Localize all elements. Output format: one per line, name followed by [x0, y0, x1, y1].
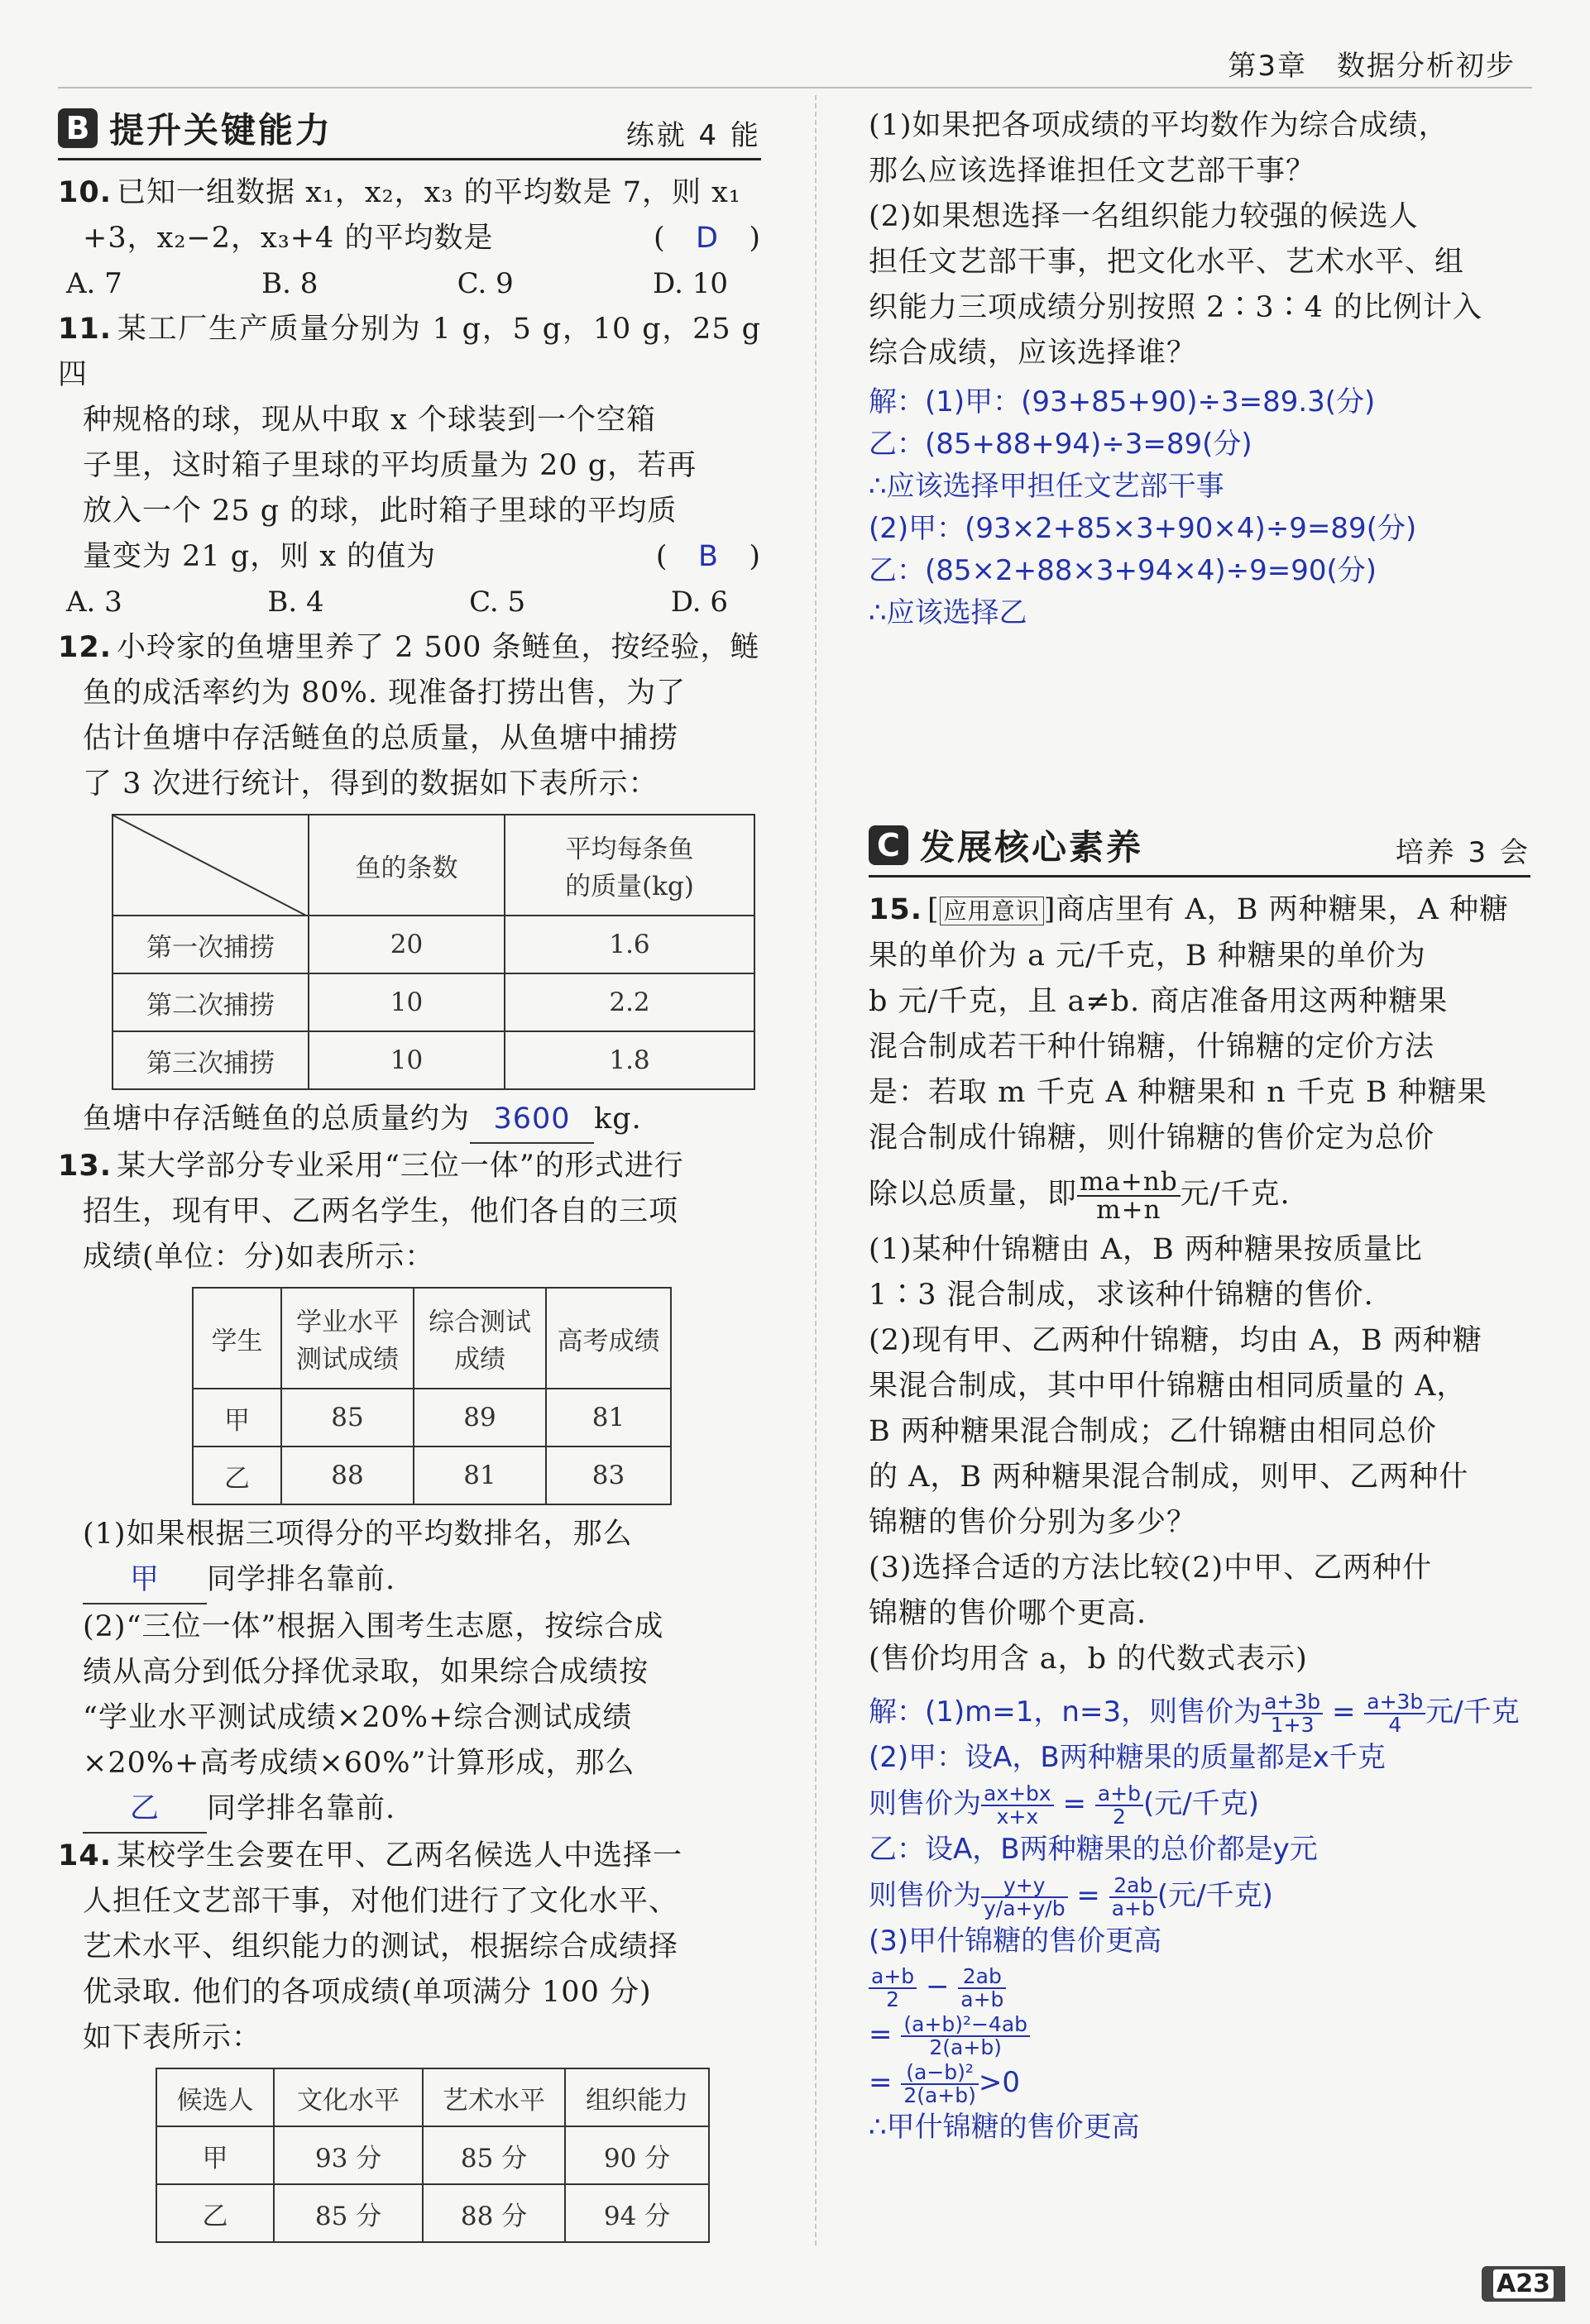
- q12-row1-avg: 1.6: [505, 916, 754, 973]
- table-row: [156, 2184, 709, 2242]
- q13-row2-name: 乙: [193, 1447, 281, 1504]
- q15-frac-num: ma+nb: [1077, 1169, 1181, 1197]
- q15-s5-frac1: [981, 1872, 1068, 1920]
- section-b-badge: B: [58, 108, 98, 148]
- section-b-heading: [58, 103, 761, 160]
- q14-line1: 某校学生会要在甲、乙两名候选人中选择一: [117, 1839, 683, 1872]
- q14-number: 14.: [58, 1839, 113, 1872]
- q14-row2-a: 85 分: [274, 2184, 423, 2242]
- q15-s9-post: >0: [978, 2066, 1020, 2099]
- right-column: [869, 103, 1530, 2149]
- question-15: 15. [ 应用意识 ]商店里有 A，B 两种糖果，A 种糖 果的单价为 a 元/千克，B 种糖果的单价为 b 元/千克，且 a≠b. 商店准备用这两种糖果 混合制成若干种什锦糖，什锦糖的定价方法 是：若取 m 千克 A 种糖果和 n 千克 B 种糖果 混合制成什锦糖，则什锦糖的售价定为总价 除以总质量，即 $\frac{ma+nb}{m+n}$ 元/千克. (1)某种什锦糖由 A，B 两种糖果按质量比 1∶3 混合制成，求该种什锦糖的售价. (2)现有甲、乙两种什锦糖，均由 A，B 两种糖 果混合制成，其中甲什锦糖由相同质量的 A， B 两种糖果混合制成；乙什锦糖由相同总价 的 A，B 两种糖果混合制成，则甲、乙两种什 锦糖的售价分别为多少？ (3)选择合适的方法比较(2)中甲、乙两种什 锦糖的售价哪个更高. (售价均用含 a，b 的代数式表示) 解：(1)m=1，n=3，则售价为 $\frac{a+3b}{1+3}$ = $\frac{a+3b}{4}$ 元/千克 (2)甲：设A，B两种糖果的质量都是x千克 则售价为 $\frac{ax+bx}{x+x}$ = $\frac{a+b}{2}$ (元/千克) 乙：设A，B两种糖果的总价都是y元 则售价为 $\frac{y+y}{y/a+y/b}$ = $\frac{2ab}{a+b}$ (元/千克) (3)甲什锦糖的售价更高 $\frac{a+b}{2}$ − $\frac{2ab}{a+b}$ = $\frac{\text{(a+b)²−4ab}}{2(a+b)}$ = $\frac{\text{(a−b)²}}{2(a+b)}$ >0 ∴甲什锦糖的售价更高: [869, 887, 1530, 2149]
- q13-header-a: [281, 1288, 414, 1389]
- q15-s7-f2-den: a+b: [960, 1987, 1004, 2011]
- q15-s5-f1-den: y/a+y/b: [984, 1896, 1066, 1920]
- question-12: [58, 625, 761, 1144]
- q13-header-b-line2: 成绩: [454, 1345, 505, 1375]
- q15-s1-frac2: [1364, 1691, 1425, 1736]
- q11-option-c: C. 5: [469, 586, 526, 619]
- q13-row1-name: 甲: [193, 1389, 281, 1447]
- q13-line3: 成绩(单位：分)如表所示：: [83, 1241, 435, 1274]
- q15-p2-line5: 锦糖的售价分别为多少？: [869, 1506, 1197, 1539]
- q13-line1: 某大学部分专业采用“三位一体”的形式进行: [117, 1150, 684, 1183]
- q14-table: [156, 2068, 710, 2243]
- q15-p3-line1: (3)选择合适的方法比较(2)中甲、乙两种什: [869, 1552, 1433, 1585]
- q15-s1-f1-den: 1+3: [1270, 1712, 1315, 1737]
- q15-s7-frac1: [869, 1963, 917, 2011]
- diagonal-line: [113, 815, 308, 916]
- q13-header-b-line1: 综合测试: [429, 1308, 531, 1337]
- q10-line2: +3，x₂−2，x₃+4 的平均数是: [83, 222, 494, 255]
- q15-s1-frac1: [1262, 1691, 1323, 1736]
- q13-line2: 招生，现有甲、乙两名学生，他们各自的三项: [83, 1195, 679, 1228]
- q14-sol-line6: ∴应该选择乙: [869, 596, 1027, 629]
- q15-number: 15.: [869, 893, 923, 926]
- q15-sol-line4: 乙：设A，B两种糖果的总价都是y元: [869, 1833, 1318, 1866]
- question-13: [58, 1144, 761, 1834]
- q12-line4: 了 3 次进行统计，得到的数据如下表所示：: [83, 767, 659, 801]
- question-14: [58, 1834, 761, 2243]
- q15-sol-line10: ∴甲什锦糖的售价更高: [869, 2111, 1140, 2144]
- q15-s7-f1-den: 2: [886, 1987, 900, 2011]
- q12-header-count: 鱼的条数: [309, 815, 505, 916]
- q14-sol-line4: (2)甲：(93×2+85×3+90×4)÷9=89(分): [869, 512, 1417, 545]
- q14-header-c: 组织能力: [565, 2068, 709, 2126]
- q14-line3: 艺术水平、组织能力的测试，根据综合成绩择: [83, 1930, 679, 1963]
- q15-line7-post: 元/千克.: [1180, 1178, 1291, 1211]
- q15-s3-f1-num: ax+bx: [981, 1783, 1054, 1806]
- page-header: [1228, 43, 1516, 84]
- q12-header-avg: [505, 815, 754, 916]
- q15-s1-f1-num: a+3b: [1262, 1691, 1323, 1714]
- q13-p1-answer: 甲: [83, 1557, 207, 1604]
- q10-option-d: D. 10: [653, 267, 728, 300]
- q12-header-avg-line1: 平均每条鱼: [565, 834, 694, 864]
- q10-option-a: A. 7: [66, 267, 122, 300]
- q15-s3-f2-num: a+b: [1095, 1783, 1143, 1806]
- q12-line3: 估计鱼塘中存活鲢鱼的总质量，从鱼塘中捕捞: [83, 722, 679, 755]
- q14-row1-name: 甲: [156, 2126, 274, 2184]
- q13-row1-a: 85: [281, 1389, 414, 1447]
- chapter-label: 第3章: [1228, 50, 1307, 83]
- chapter-title: 数据分析初步: [1337, 50, 1516, 83]
- q15-s9-eq: =: [869, 2066, 893, 2099]
- q13-p2-line4: ×20%+高考成绩×60%”计算形成，那么: [83, 1747, 635, 1780]
- q15-p2-line1: (2)现有甲、乙两种什锦糖，均由 A，B 两种糖: [869, 1324, 1482, 1357]
- q10-option-b: B. 8: [261, 267, 318, 300]
- q12-after: 鱼塘中存活鲢鱼的总质量约为: [83, 1102, 471, 1136]
- q11-line2: 种规格的球，现从中取 x 个球装到一个空箱: [83, 404, 656, 437]
- question-11: 11. 某工厂生产质量分别为 1 g，5 g，10 g，25 g 四 种规格的球，现从中取 x 个球装到一个空箱 子里，这时箱子里球的平均质量为 20 g，若再 放入一个 25 g 的球，此时箱子里球的平均质 量变为 21 g，则 x 的值为 ( B ) A. 3 B. 4 C. 5 D. 6: [58, 307, 761, 625]
- q15-sol-line1: [869, 1687, 1530, 1737]
- q13-header-student: 学生: [193, 1288, 281, 1389]
- q11-line3: 子里，这时箱子里球的平均质量为 20 g，若再: [83, 449, 697, 482]
- q15-line3: b 元/千克，且 a≠b. 商店准备用这两种糖果: [869, 985, 1449, 1018]
- q13-p2-line1: (2)“三位一体”根据入围考生志愿，按综合成: [83, 1610, 664, 1643]
- q14-row1-a: 93 分: [274, 2126, 423, 2184]
- q15-s3-eq: =: [1062, 1787, 1087, 1820]
- q15-sol-line6: (3)甲什锦糖的售价更高: [869, 1925, 1162, 1958]
- q14-p2-line1: (2)如果想选择一名组织能力较强的候选人: [869, 200, 1419, 233]
- q15-s9-den: 2(a+b): [903, 2083, 976, 2107]
- q14-row2-name: 乙: [156, 2184, 274, 2242]
- q15-s7-minus: −: [925, 1970, 950, 2003]
- q13-row2-b: 81: [414, 1447, 546, 1504]
- q12-table: [112, 814, 755, 1090]
- q12-diagonal-cell: [113, 815, 309, 916]
- q14-p1-line2: 那么应该选择谁担任文艺部干事？: [869, 155, 1316, 188]
- q13-p1-after: 同学排名靠前.: [207, 1563, 396, 1596]
- q14-line5: 如下表所示：: [83, 2021, 262, 2054]
- q10-option-c: C. 9: [457, 267, 514, 300]
- q13-p2-after: 同学排名靠前.: [207, 1792, 396, 1825]
- section-b-title: 提升关键能力: [109, 110, 333, 151]
- q12-row3-label: 第三次捕捞: [113, 1031, 309, 1089]
- q15-s5-f2-den: a+b: [1111, 1896, 1155, 1920]
- q15-p2-line3: B 两种糖果混合制成；乙什锦糖由相同总价: [869, 1415, 1437, 1448]
- q12-answer: 3600: [470, 1097, 594, 1144]
- q13-p2-line3: “学业水平测试成绩×20%+综合测试成绩: [83, 1701, 633, 1734]
- column-divider: [815, 95, 817, 2245]
- q12-row2-label: 第二次捕捞: [113, 973, 309, 1031]
- q14-line4: 优录取. 他们的各项成绩(单项满分 100 分): [83, 1976, 652, 2009]
- table-row: [193, 1389, 671, 1447]
- q14-row2-c: 94 分: [565, 2184, 709, 2242]
- table-row: [113, 1031, 754, 1089]
- q12-header-avg-line2: 的质量(kg): [565, 872, 694, 901]
- q13-row2-c: 83: [546, 1447, 671, 1504]
- q14-row2-b: 88 分: [423, 2184, 565, 2242]
- q11-option-a: A. 3: [66, 586, 122, 619]
- section-c-title: 发展核心素养: [920, 827, 1144, 868]
- q15-line4: 混合制成若干种什锦糖，什锦糖的定价方法: [869, 1030, 1435, 1064]
- q15-s8-den: 2(a+b): [929, 2035, 1002, 2059]
- q15-s9-num: (a−b)²: [901, 2062, 979, 2085]
- q15-note: (售价均用含 a，b 的代数式表示): [869, 1643, 1308, 1676]
- q15-s5-frac2: [1109, 1872, 1157, 1920]
- q14-row1-b: 85 分: [423, 2126, 565, 2184]
- q12-row2-avg: 2.2: [505, 973, 754, 1031]
- q12-row1-count: 20: [309, 916, 505, 973]
- q15-p3-line2: 锦糖的售价哪个更高.: [869, 1597, 1147, 1630]
- q15-s1-f2-num: a+3b: [1364, 1691, 1425, 1714]
- q15-s7-f1-num: a+b: [869, 1966, 917, 1989]
- q12-row1-label: 第一次捕捞: [113, 916, 309, 973]
- section-c-badge: C: [869, 825, 908, 865]
- q15-s3-frac1: [981, 1783, 1054, 1828]
- q15-s1-eq: =: [1331, 1695, 1356, 1729]
- q15-s3-frac2: [1095, 1783, 1143, 1828]
- q14-line2: 人担任文艺部干事，对他们进行了文化水平、: [83, 1885, 679, 1918]
- q14-row1-c: 90 分: [565, 2126, 709, 2184]
- q15-s3-post: (元/千克): [1143, 1787, 1259, 1820]
- q10-number: 10.: [58, 176, 113, 209]
- q15-sol-line9: [869, 2059, 1530, 2106]
- table-row: [113, 973, 754, 1031]
- q15-s5-pre: 则售价为: [869, 1879, 981, 1912]
- q11-line4: 放入一个 25 g 的球，此时箱子里球的平均质: [83, 495, 678, 528]
- q15-s8-eq: =: [869, 2018, 893, 2051]
- q15-p2-line2: 果混合制成，其中甲什锦糖由相同质量的 A，: [869, 1370, 1467, 1403]
- q15-p1-line1: (1)某种什锦糖由 A，B 两种糖果按质量比: [869, 1233, 1423, 1266]
- q15-frac-den: m+n: [1096, 1194, 1161, 1225]
- q15-line5: 是：若取 m 千克 A 种糖果和 n 千克 B 种糖果: [869, 1076, 1487, 1109]
- q15-line2: 果的单价为 a 元/千克，B 种糖果的单价为: [869, 940, 1426, 973]
- q12-row3-count: 10: [309, 1031, 505, 1089]
- q14-p1-line1: (1)如果把各项成绩的平均数作为综合成绩，: [869, 109, 1449, 142]
- q15-sol-line8: [869, 2011, 1530, 2059]
- q13-row2-a: 88: [281, 1447, 414, 1504]
- page-number-tab: [1482, 2266, 1565, 2302]
- q14-sol-line1: 解：(1)甲：(93+85+90)÷3=89.3̇(分): [869, 385, 1376, 418]
- q15-s3-f1-den: x+x: [996, 1804, 1039, 1829]
- q11-option-b: B. 4: [267, 586, 324, 619]
- q15-tag: 应用意识: [940, 897, 1044, 925]
- q13-header-b: [414, 1288, 546, 1389]
- q14-header-a: 文化水平: [274, 2068, 423, 2126]
- q11-line1: 某工厂生产质量分别为 1 g，5 g，10 g，25 g 四: [58, 313, 761, 391]
- q13-table: [192, 1287, 672, 1505]
- table-row: [156, 2126, 709, 2184]
- q15-s1-post: 元/千克: [1425, 1695, 1520, 1729]
- q14-header-name: 候选人: [156, 2068, 274, 2126]
- section-c-heading: [869, 820, 1530, 877]
- q14-p2-line3: 织能力三项成绩分别按照 2∶3∶4 的比例计入: [869, 291, 1483, 324]
- q12-line1: 小玲家的鱼塘里养了 2 500 条鲢鱼，按经验，鲢: [117, 631, 760, 664]
- header-divider: [58, 87, 1532, 88]
- q14-solution: [869, 381, 1530, 634]
- q13-row1-c: 81: [546, 1389, 671, 1447]
- q15-sol-line2: (2)甲：设A，B两种糖果的质量都是x千克: [869, 1741, 1386, 1774]
- q15-sol-line7: [869, 1963, 1530, 2011]
- q15-s1-f2-den: 4: [1388, 1712, 1402, 1737]
- q14-p2-line4: 综合成绩，应该选择谁？: [869, 337, 1197, 370]
- q14-sol-line2: 乙：(85+88+94)÷3=89(分): [869, 428, 1252, 461]
- q13-row1-b: 89: [414, 1389, 546, 1447]
- page-number: A23: [1493, 2269, 1554, 2298]
- q13-p2-line2: 绩从高分到低分择优录取，如果综合成绩按: [83, 1656, 649, 1689]
- q15-s5-post: (元/千克): [1157, 1879, 1273, 1912]
- section-c-subtitle: 培养 3 会: [1395, 836, 1530, 869]
- q12-number: 12.: [58, 631, 113, 664]
- q15-sol-line3: [869, 1779, 1530, 1829]
- q15-s1-pre: 解：(1)m=1，n=3，则售价为: [869, 1695, 1262, 1729]
- q12-row3-avg: 1.8: [505, 1031, 754, 1089]
- q15-s8-num: (a+b)²−4ab: [901, 2014, 1030, 2037]
- q11-line5: 量变为 21 g，则 x 的值为: [83, 540, 437, 573]
- q15-s3-pre: 则售价为: [869, 1787, 981, 1820]
- q15-s7-f2-num: 2ab: [958, 1966, 1006, 1989]
- q15-p2-line4: 的 A，B 两种糖果混合制成，则甲、乙两种什: [869, 1461, 1469, 1494]
- q10-options: [58, 261, 761, 307]
- q14-header-b: 艺术水平: [423, 2068, 565, 2126]
- q15-line7-pre: 除以总质量，即: [869, 1178, 1078, 1211]
- q15-solution: [869, 1687, 1530, 2149]
- q15-price-fraction: [1077, 1166, 1181, 1225]
- q11-option-d: D. 6: [670, 586, 728, 619]
- q15-s3-f2-den: 2: [1112, 1804, 1126, 1829]
- q13-header-a-line2: 测试成绩: [296, 1345, 399, 1375]
- q10-answer: D: [696, 222, 719, 255]
- q14-sol-line3: ∴应该选择甲担任文艺部干事: [869, 470, 1224, 503]
- q15-p1-line2: 1∶3 混合制成，求该种什锦糖的售价.: [869, 1279, 1374, 1312]
- q15-s5-f1-num: y+y: [981, 1875, 1068, 1898]
- q13-p2-answer: 乙: [83, 1786, 207, 1834]
- q15-s9-frac: [901, 2059, 979, 2107]
- q15-s8-frac: [901, 2011, 1030, 2059]
- q13-header-a-line1: 学业水平: [296, 1308, 399, 1337]
- q15-s5-eq: =: [1076, 1879, 1100, 1912]
- q14-continued: [869, 103, 1530, 634]
- q14-sol-line5: 乙：(85×2+88×3+94×4)÷9=90(分): [869, 554, 1377, 587]
- q11-answer: B: [697, 540, 719, 573]
- q13-p1-line: (1)如果根据三项得分的平均数排名，那么: [83, 1518, 633, 1551]
- left-column: [58, 103, 761, 2243]
- q13-number: 13.: [58, 1150, 113, 1183]
- table-row: [113, 916, 754, 973]
- q12-row2-count: 10: [309, 973, 505, 1031]
- q12-line2: 鱼的成活率约为 80%. 现准备打捞出售，为了: [83, 677, 687, 710]
- q15-sol-line5: [869, 1871, 1530, 1920]
- q11-options: [58, 580, 761, 625]
- q10-line1: 已知一组数据 x₁，x₂，x₃ 的平均数是 7，则 x₁: [117, 176, 741, 209]
- q15-s7-frac2: [958, 1963, 1006, 2011]
- q15-line1: 商店里有 A，B 两种糖果，A 种糖: [1056, 893, 1509, 926]
- q15-line6: 混合制成什锦糖，则什锦糖的售价定为总价: [869, 1121, 1435, 1155]
- section-b-subtitle: 练就 4 能: [625, 119, 761, 152]
- q12-unit: kg.: [594, 1102, 642, 1136]
- table-row: [193, 1447, 671, 1504]
- q11-number: 11.: [58, 313, 113, 346]
- q14-p2-line2: 担任文艺部干事，把文化水平、艺术水平、组: [869, 246, 1465, 279]
- question-10: 10. 已知一组数据 x₁，x₂，x₃ 的平均数是 7，则 x₁ +3，x₂−2，x₃+4 的平均数是 ( D ) A. 7 B. 8 C. 9 D. 10: [58, 170, 761, 307]
- q15-s5-f2-num: 2ab: [1109, 1875, 1157, 1898]
- q13-header-c: 高考成绩: [546, 1288, 671, 1389]
